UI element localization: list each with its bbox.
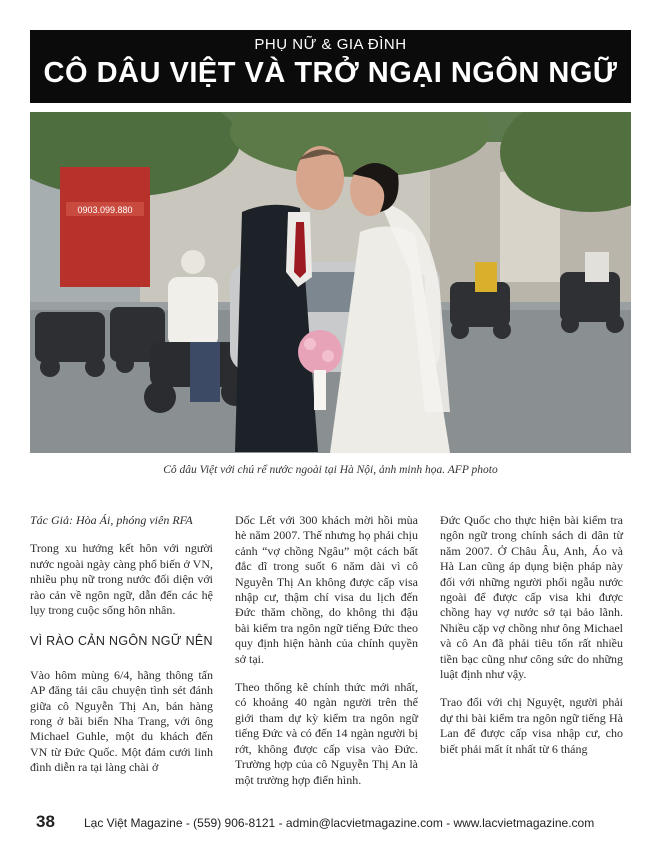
subheading: VÌ RÀO CẢN NGÔN NGỮ NÊN	[30, 634, 213, 649]
page-banner	[30, 30, 631, 103]
paragraph-5: Trao đổi với chị Nguyệt, người phải dự thi bài kiểm tra ngôn ngữ tiếng Hà Lan để được cấp visa nhập cư, cho biết phải mất ít nhất từ 6 tháng	[440, 695, 623, 756]
bouquet	[298, 330, 342, 374]
footer-info: Lạc Việt Magazine - (559) 906-8121 - admin@lacvietmagazine.com - www.lacvietmagazine.com	[84, 816, 595, 830]
intro-paragraph: Trong xu hướng kết hôn với người nước ngoài ngày càng phổ biến ở VN, nhiều phụ nữ trong nước đối diện với rào cản về ngôn ngữ, dẫn đến các hệ lụy trong cuộc sống hôn nhân.	[30, 541, 213, 618]
article-photo	[30, 112, 631, 453]
byline: Tác Giả: Hòa Ái, phóng viên RFA	[30, 513, 193, 527]
paragraph-3: Theo thống kê chính thức mới nhất, có khoảng 40 ngàn người trên thế giới tham dự kỳ kiểm tra ngôn ngữ tiếng Đức và có đến 14 ngàn người bị rớt, không được cấp visa vào Đức. Trường hợp của cô Nguyễn Thị An là một trường hợp điển hình.	[235, 680, 418, 787]
shop-sign	[60, 167, 150, 287]
paragraph-1: Vào hôm mùng 6/4, hãng thông tấn AP đăng tải câu chuyện tình sét đánh giữa cô Nguyễn Thị An, bán hàng rong ở bãi biển Nha Trang, với ông Michael Guhle, một du khách đến VN từ Đức Quốc. Một đám cưới linh đình diễn ra tại làng chài ở	[30, 667, 213, 775]
column-1	[30, 513, 213, 789]
column-2	[235, 513, 418, 801]
page-footer	[30, 812, 631, 834]
paragraph-4: Đức Quốc cho thực hiện bài kiểm tra ngôn ngữ trong chính sách di dân từ năm 2007. Ở Châu Âu, Anh, Áo và Hà Lan cũng áp dụng biện pháp này đối với những người phối ngẫu nước ngoài để được cấp visa khi được chồng hay vợ nước sở tại bảo lãnh. Nhiều cặp vợ chồng như ông Michael và cô An đã phải tiêu tốn rất nhiều tiền bạc cũng như công sức do những luật định như vậy.	[440, 513, 623, 682]
section-title: PHỤ NỮ & GIA ĐÌNH	[254, 36, 407, 53]
paragraph-2: Dốc Lết với 300 khách mời hồi mùa hè năm 2007. Thế nhưng họ phải chịu cảnh “vợ chồng Ngâu” một cách bất đắc dĩ trong suốt 6 năm dài vì cô Nguyễn Thị An không được cấp visa nhập cư, thậm chí visa du lịch đến Đức thăm chồng, do không thi đậu bài kiểm tra ngôn ngữ tiếng Đức theo quy định hiện hành của chính quyền sở tại.	[235, 513, 418, 666]
shop-sign-text: 0903.099.880	[77, 205, 133, 215]
photo-caption: Cô dâu Việt với chú rể nước ngoài tại Hà Nội, ảnh minh họa. AFP photo	[163, 464, 498, 476]
article-headline: CÔ DÂU VIỆT VÀ TRỞ NGẠI NGÔN NGỮ	[43, 57, 618, 89]
page-number: 38	[36, 812, 55, 831]
column-3	[440, 513, 623, 770]
